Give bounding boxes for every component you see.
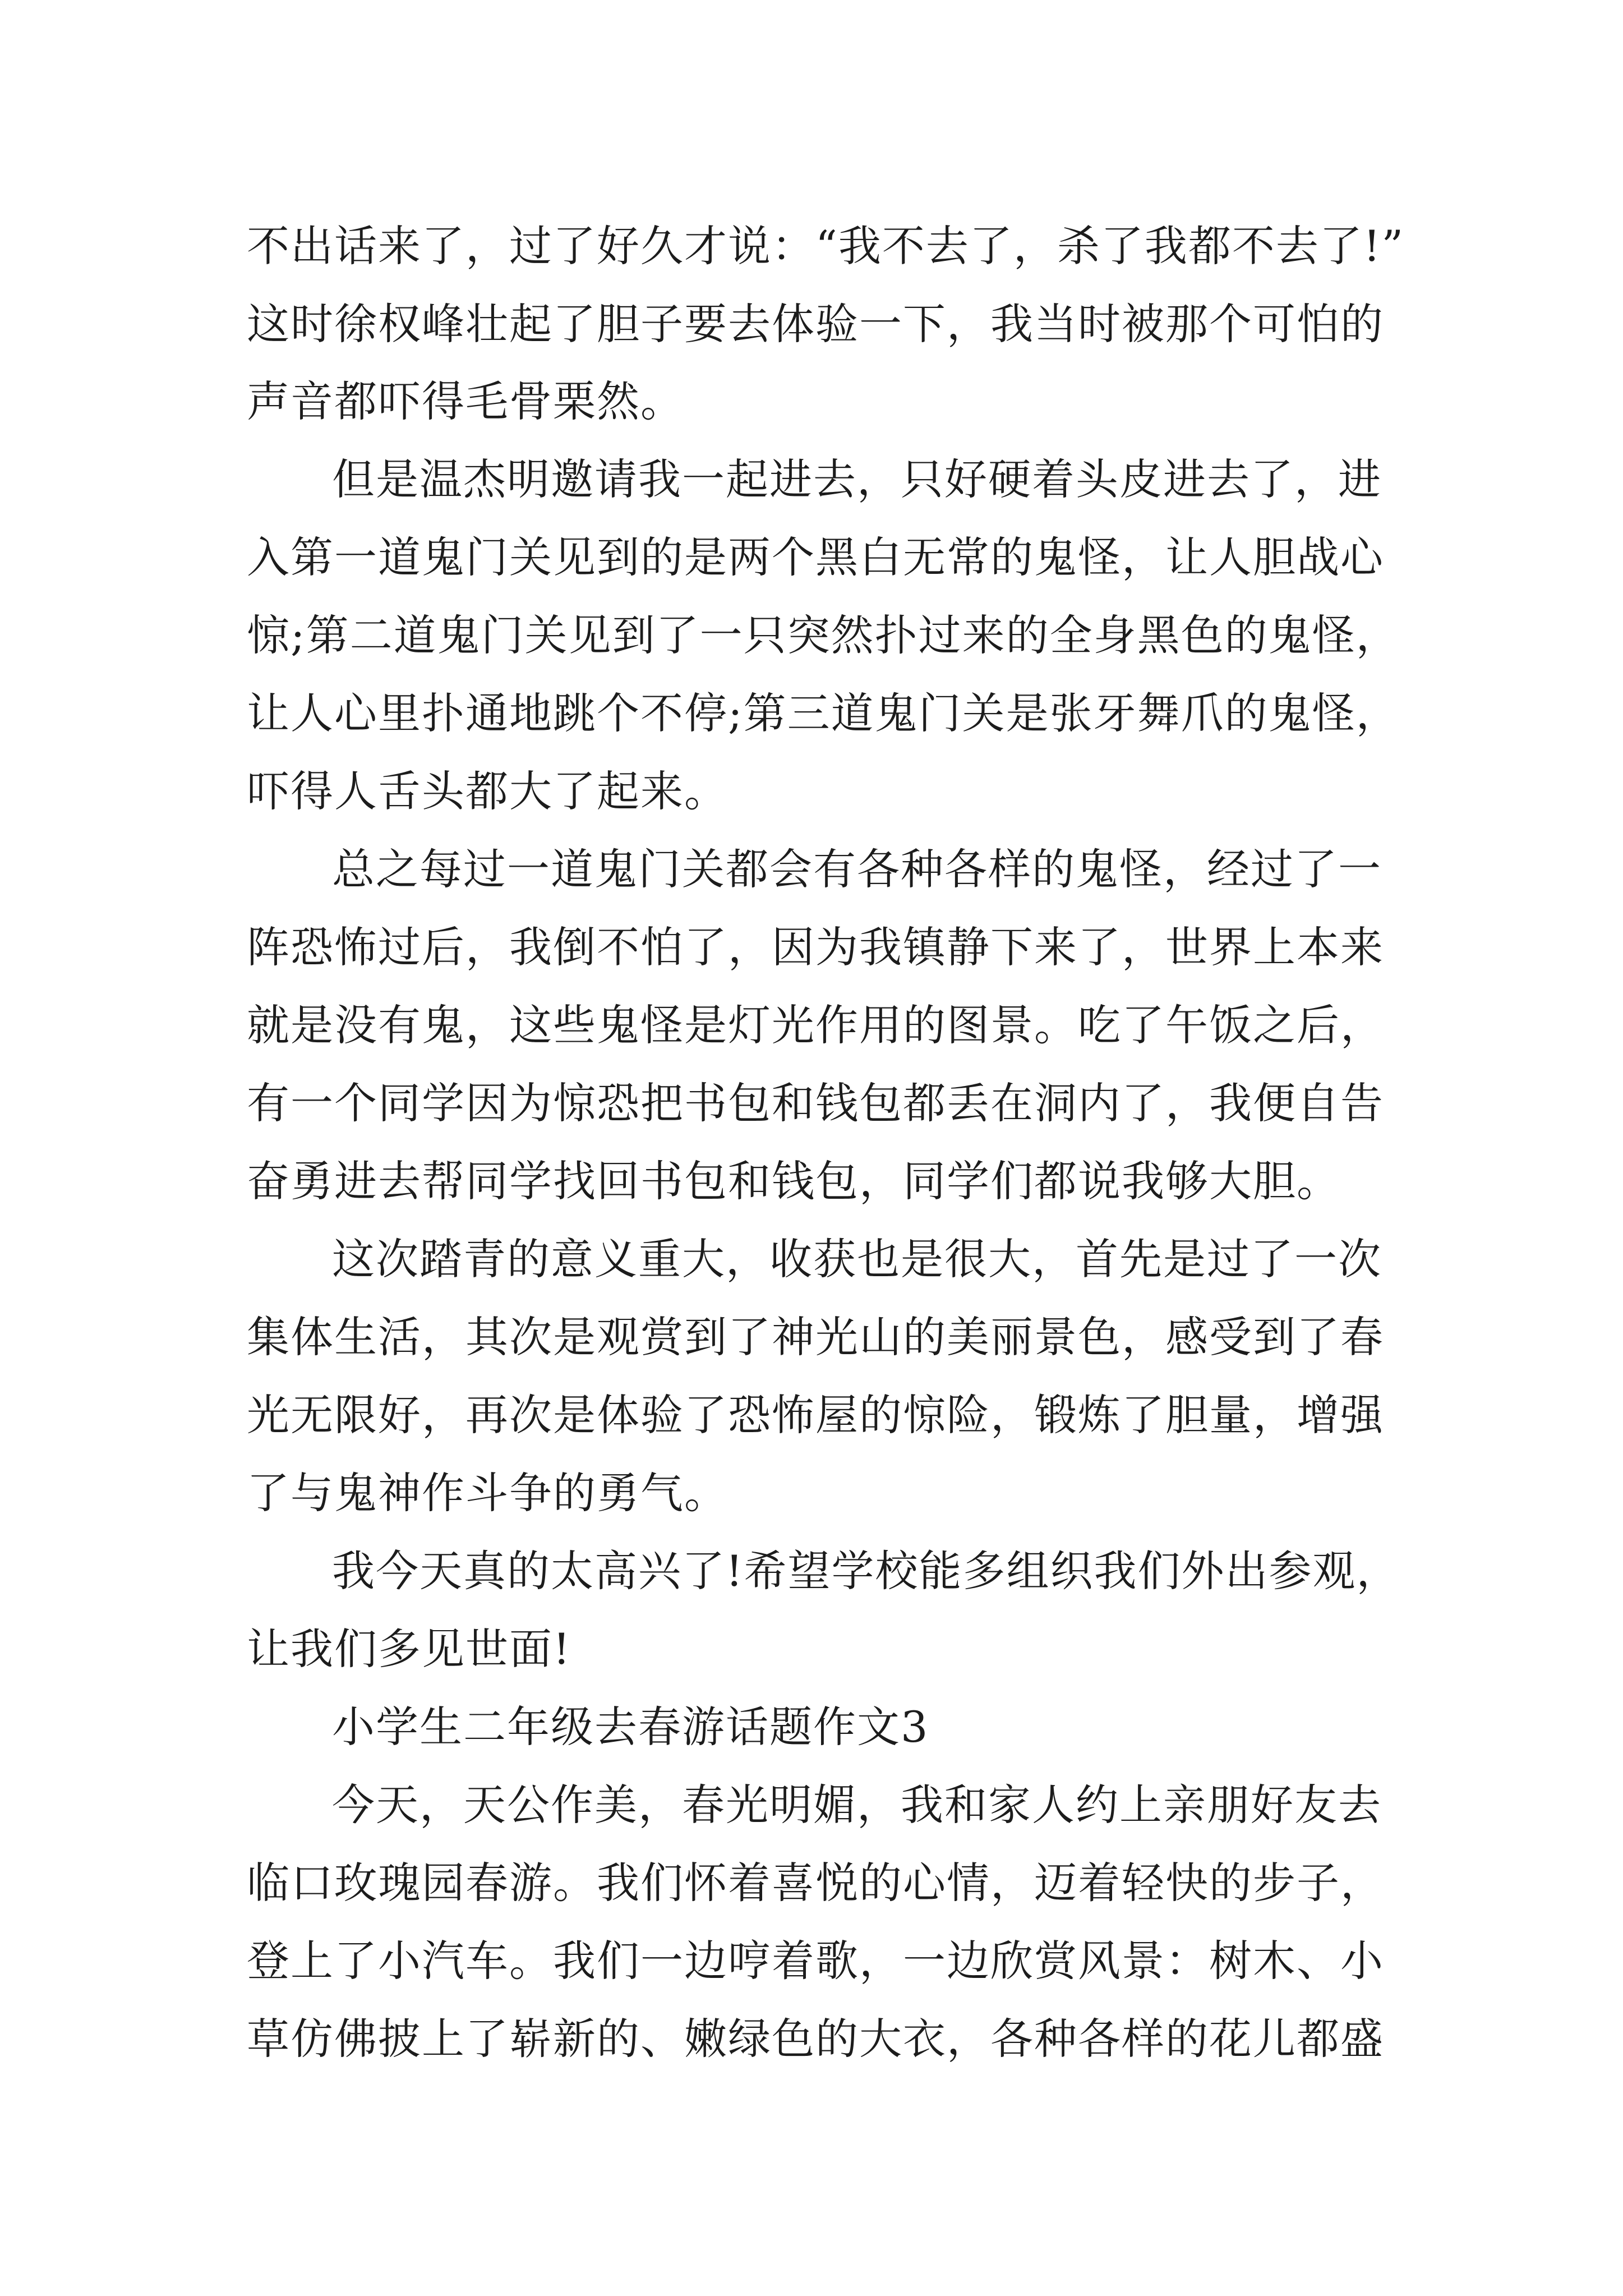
- text-line: 登上了小汽车。我们一边哼着歌，一边欣赏风景：树木、小: [247, 1936, 1384, 1986]
- section-heading: 小学生二年级去春游话题作文3: [332, 1702, 929, 1752]
- text-line: 声音都吓得毛骨栗然。: [247, 376, 684, 426]
- text-line: 吓得人舌头都大了起来。: [247, 766, 728, 816]
- text-line: 让我们多见世面!: [247, 1624, 571, 1674]
- paragraph-first-line: 这次踏青的意义重大，收获也是很大，首先是过了一次: [332, 1234, 1382, 1284]
- paragraph-first-line: 但是温杰明邀请我一起进去，只好硬着头皮进去了，进: [332, 454, 1382, 504]
- text-line: 临口玫瑰园春游。我们怀着喜悦的心情，迈着轻快的步子，: [247, 1858, 1384, 1908]
- text-line: 集体生活，其次是观赏到了神光山的美丽景色，感受到了春: [247, 1312, 1384, 1362]
- text-line: 了与鬼神作斗争的勇气。: [247, 1468, 728, 1518]
- text-line: 阵恐怖过后，我倒不怕了，因为我镇静下来了，世界上本来: [247, 922, 1384, 972]
- text-line: 不出话来了，过了好久才说：“我不去了，杀了我都不去了!”: [247, 221, 1405, 271]
- text-line: 入第一道鬼门关见到的是两个黑白无常的鬼怪，让人胆战心: [247, 532, 1384, 582]
- text-line: 这时徐权峰壮起了胆子要去体验一下，我当时被那个可怕的: [247, 299, 1384, 349]
- text-line: 惊;第二道鬼门关见到了一只突然扑过来的全身黑色的鬼怪，: [247, 610, 1400, 660]
- text-line: 光无限好，再次是体验了恐怖屋的惊险，锻炼了胆量，增强: [247, 1390, 1384, 1440]
- text-line: 让人心里扑通地跳个不停;第三道鬼门关是张牙舞爪的鬼怪，: [247, 688, 1400, 738]
- text-line: 奋勇进去帮同学找回书包和钱包，同学们都说我够大胆。: [247, 1156, 1340, 1206]
- text-line: 就是没有鬼，这些鬼怪是灯光作用的图景。吃了午饭之后，: [247, 1000, 1384, 1050]
- paragraph-first-line: 我今天真的太高兴了!希望学校能多组织我们外出参观，: [332, 1546, 1400, 1596]
- text-line: 草仿佛披上了崭新的、嫩绿色的大衣，各种各样的花儿都盛: [247, 2014, 1384, 2064]
- paragraph-first-line: 今天，天公作美，春光明媚，我和家人约上亲朋好友去: [332, 1780, 1382, 1830]
- text-line: 有一个同学因为惊恐把书包和钱包都丢在洞内了，我便自告: [247, 1078, 1384, 1128]
- paragraph-first-line: 总之每过一道鬼门关都会有各种各样的鬼怪，经过了一: [332, 844, 1382, 894]
